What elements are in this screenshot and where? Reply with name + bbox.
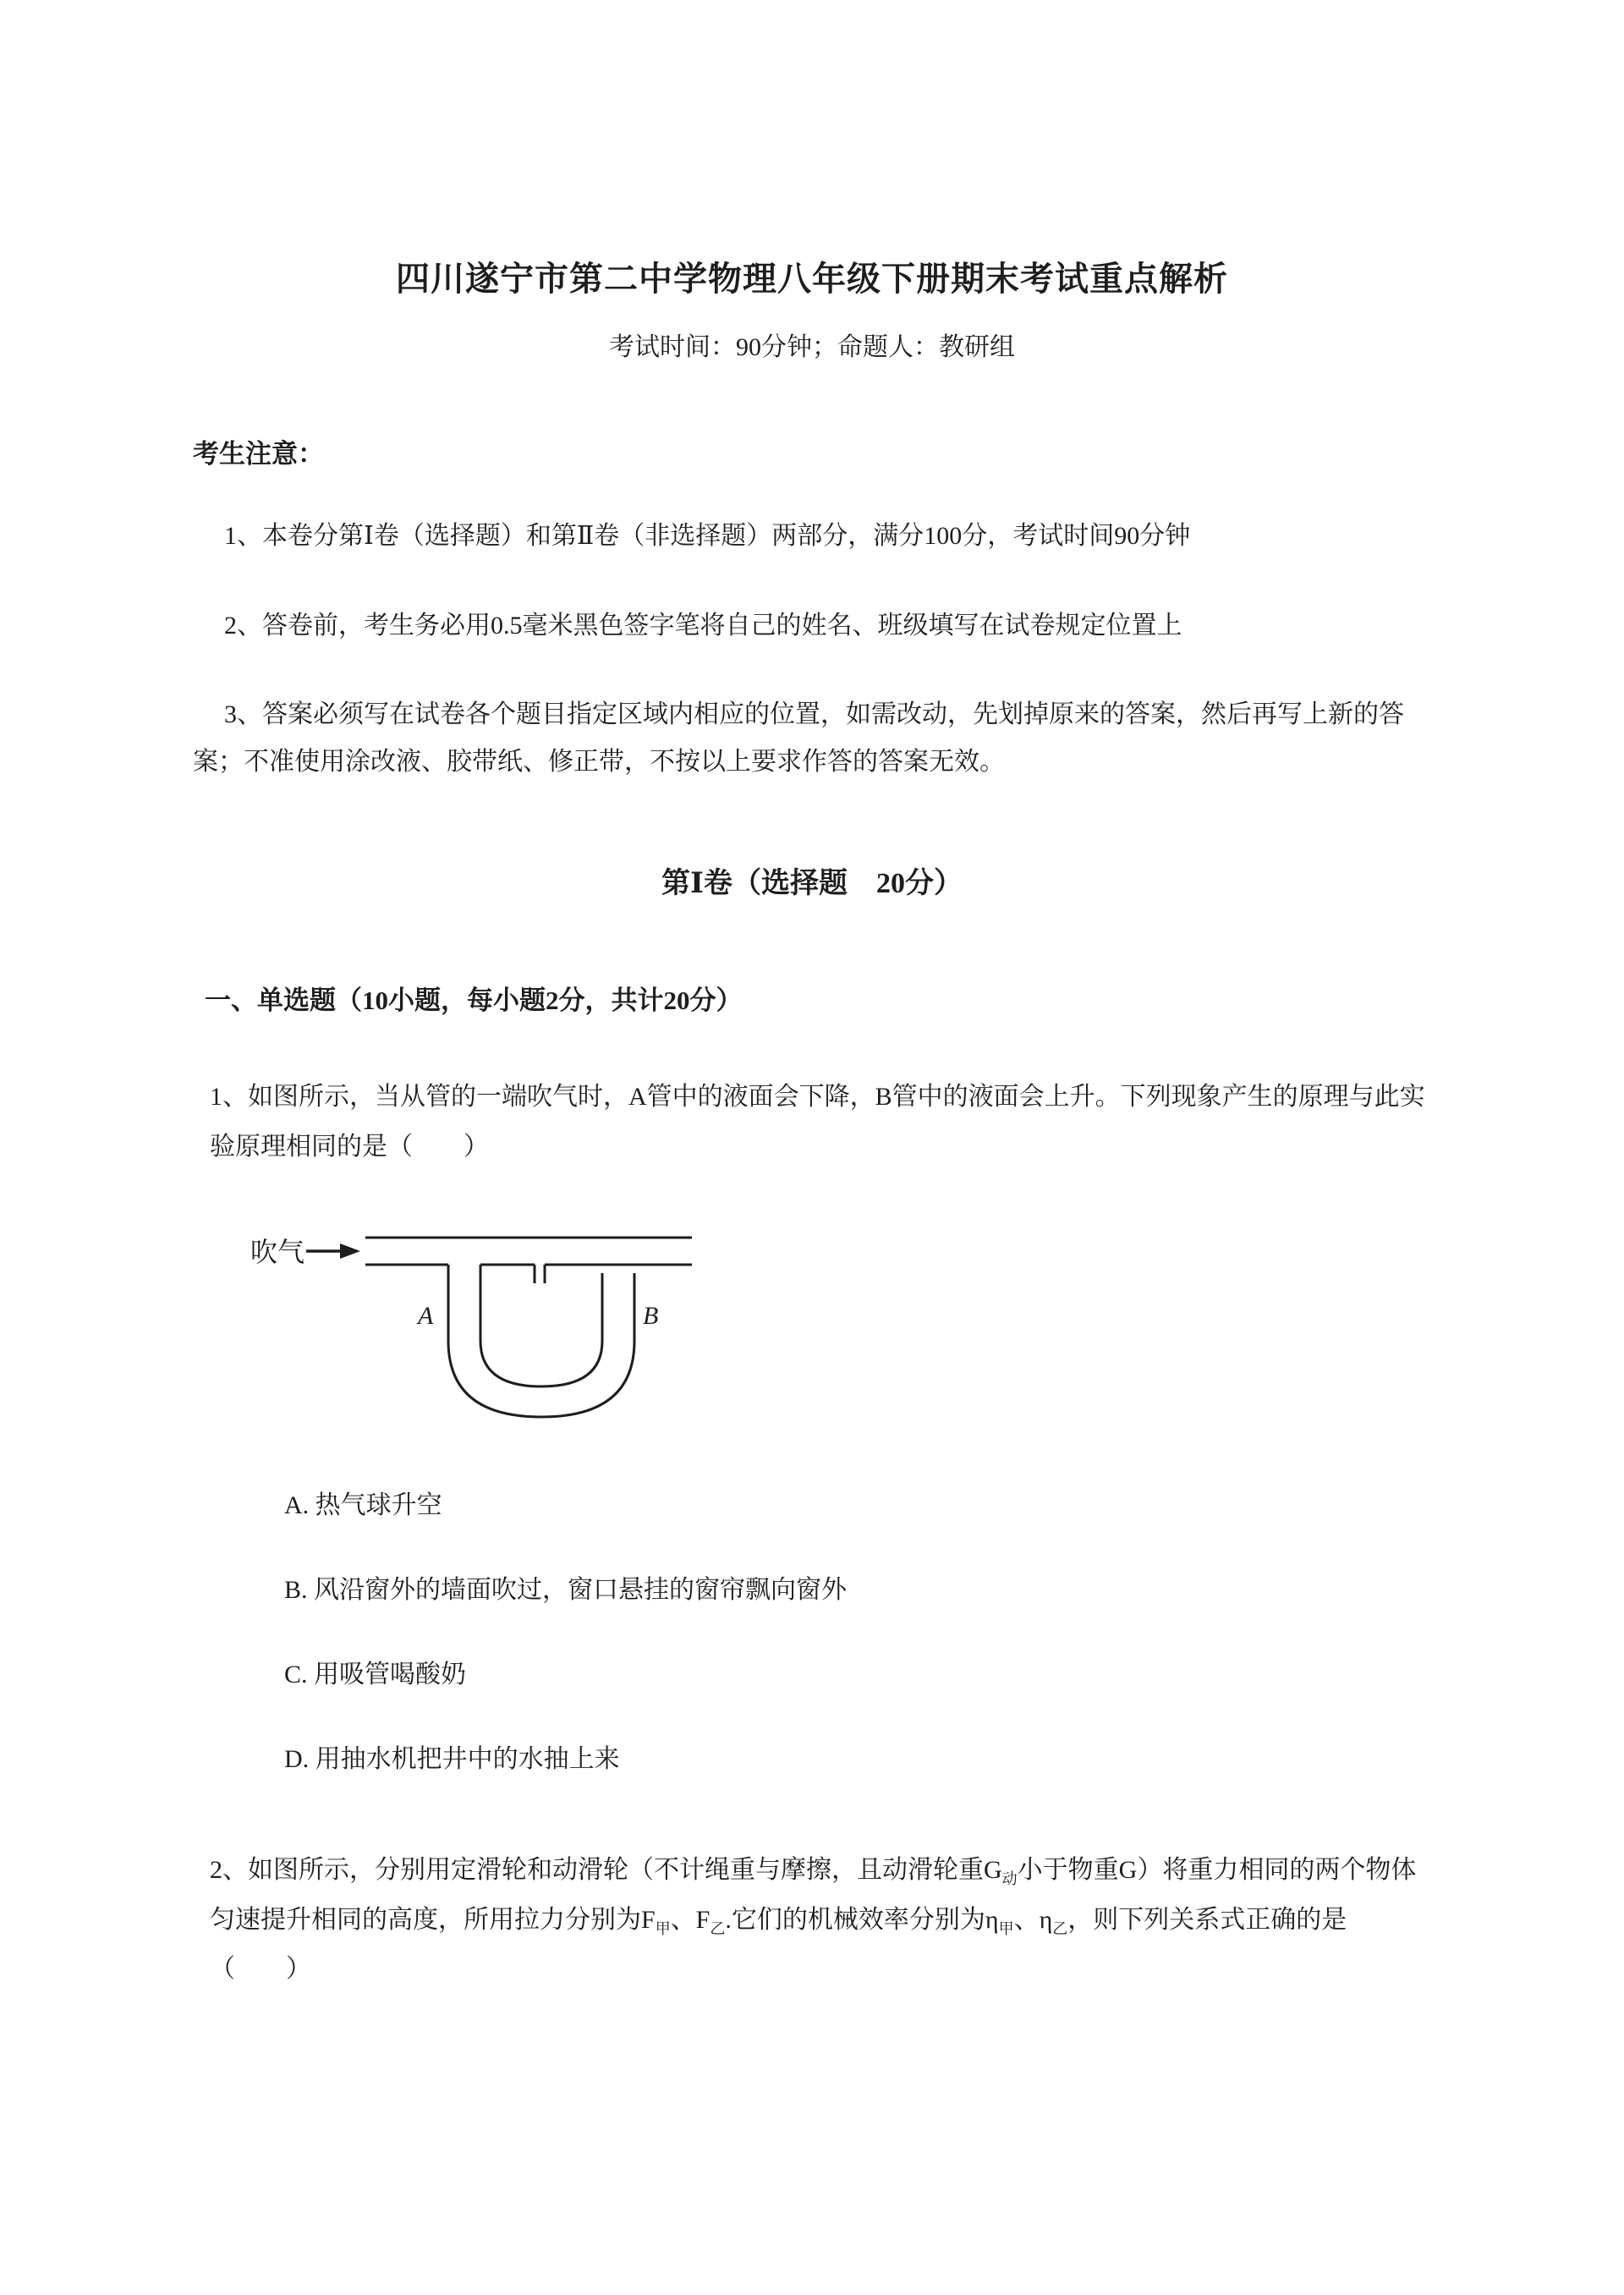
tube-a-label: A <box>418 1302 434 1330</box>
notice-heading: 考生注意： <box>193 439 324 469</box>
question-1-option-d: D. 用抽水机把井中的水抽上来 <box>284 1745 620 1773</box>
blow-air-label: 吹气 <box>250 1237 305 1267</box>
question-1-option-c: C. 用吸管喝酸奶 <box>284 1661 467 1688</box>
page-title: 四川遂宁市第二中学物理八年级下册期末考试重点解析 <box>396 260 1228 298</box>
question-1-option-a: A. 热气球升空 <box>284 1491 442 1519</box>
notice-item-2: 2、答卷前，考生务必用0.5毫米黑色签字笔将自己的姓名、班级填写在试卷规定位置上 <box>224 611 1182 640</box>
section-1-subtitle: 一、单选题（10小题，每小题2分，共计20分） <box>205 986 743 1015</box>
u-tube <box>448 1265 634 1417</box>
question-1-option-b: B. 风沿窗外的墙面吹过，窗口悬挂的窗帘飘向窗外 <box>284 1576 848 1604</box>
u-tube-diagram <box>247 1212 704 1425</box>
exam-content <box>193 0 1431 1995</box>
section-1-title: 第Ⅰ卷（选择题 20分） <box>661 868 963 899</box>
notice-item-3: 3、答案必须写在试卷各个题目指定区域内相应的位置，如需改动，先划掉原来的答案，然后再写上新的答案；不准使用涂改液、胶带纸、修正带，不按以上要求作答的答案无效。 <box>193 700 1404 776</box>
blow-arrow-icon <box>306 1244 360 1259</box>
question-1-figure <box>247 1212 1431 1430</box>
notice-item-1: 1、本卷分第Ⅰ卷（选择题）和第Ⅱ卷（非选择题）两部分，满分100分，考试时间90分钟 <box>224 522 1191 550</box>
horizontal-pipe <box>365 1238 692 1283</box>
question-1-text: 1、如图所示，当从管的一端吹气时，A管中的液面会下降，B管中的液面会上升。下列现象产生的原理与此实验原理相同的是（ ） <box>210 1083 1425 1161</box>
exam-meta: 考试时间：90分钟；命题人：教研组 <box>609 333 1015 361</box>
question-2-text: 2、如图所示，分别用定滑轮和动滑轮（不计绳重与摩擦，且动滑轮重$G_动$小于物重G）将重力相同的两个物体匀速提升相同的高度，所用拉力分别为$F_甲$、$F_乙$.它们的机械效率分别为$\eta_甲$、$\eta_乙$，则下列关系式正确的是（ ） <box>210 1856 1417 1983</box>
tube-b-label: B <box>643 1302 659 1330</box>
